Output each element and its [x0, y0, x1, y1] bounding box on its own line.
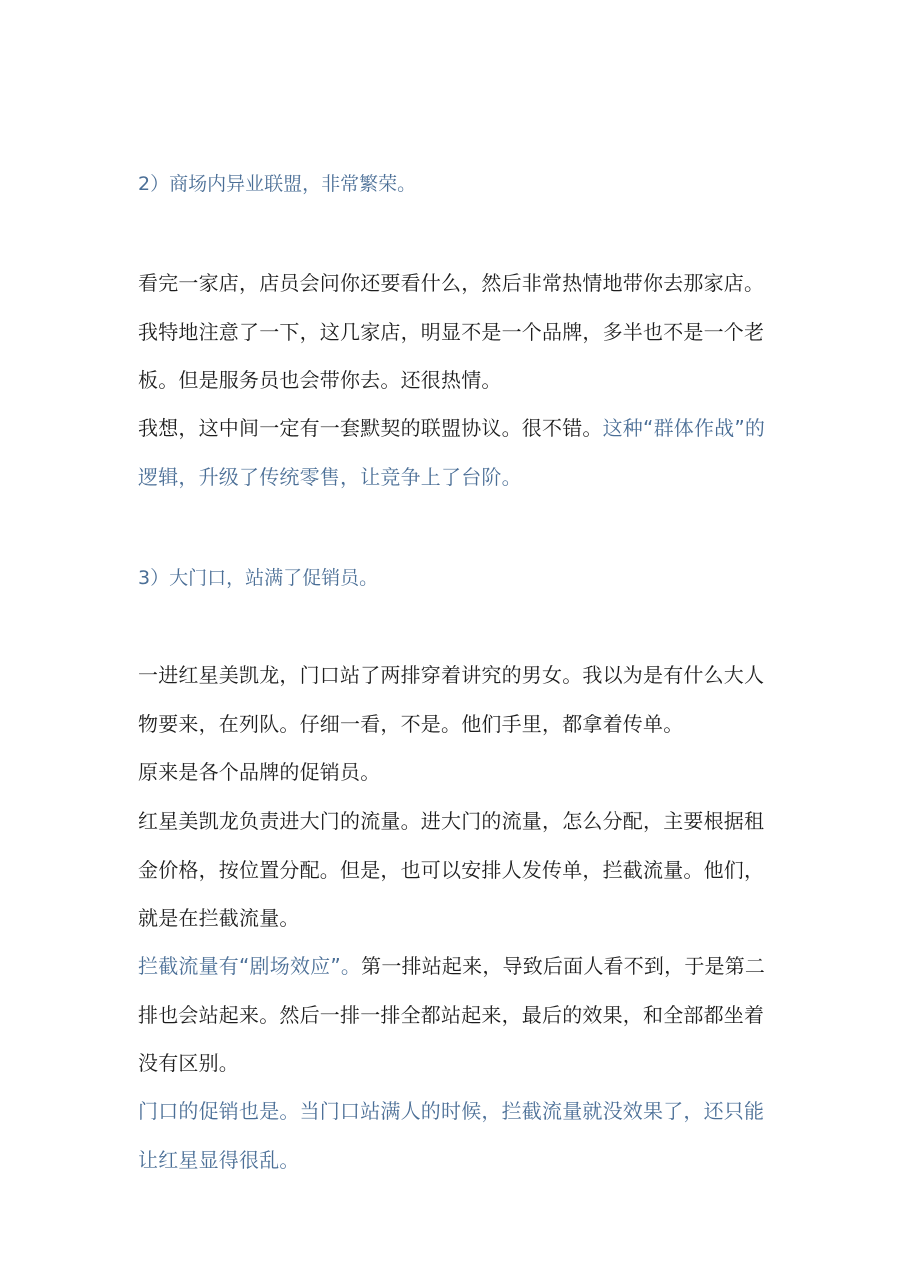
section-2-paragraph-2-text: 我想，这中间一定有一套默契的联盟协议。很不错。 — [138, 416, 603, 440]
section-2-heading: 2）商场内异业联盟，非常繁荣。 — [138, 173, 417, 195]
section-3-paragraph-3: 红星美凯龙负责进大门的流量。进大门的流量，怎么分配，主要根据租金价格，按位置分配。但是，也可以安排人发传单，拦截流量。他们，就是在拦截流量。 — [138, 809, 765, 930]
section-3-highlight-text-1: 拦截流量有“剧场效应”。 — [138, 954, 362, 978]
section-3-paragraph-1: 一进红星美凯龙，门口站了两排穿着讲究的男女。我以为是有什么大人物要来，在列队。仔细一看，不是。他们手里，都拿着传单。 — [138, 663, 765, 736]
section-2-paragraph-1: 看完一家店，店员会问你还要看什么，然后非常热情地带你去那家店。我特地注意了一下，这几家店，明显不是一个品牌，多半也不是一个老板。但是服务员也会带你去。还很热情。 — [138, 271, 765, 392]
section-2-highlight-text: 这种“群体作战”的逻辑，升级了传统零售，让竞争上了台阶。 — [138, 416, 766, 489]
section-3-paragraph-5: 门口的促销也是。当门口站满人的时候，拦截流量就没效果了，还只能让红星显得很乱。 — [138, 1099, 765, 1172]
section-3-heading: 3）大门口，站满了促销员。 — [138, 567, 379, 589]
section-2-paragraph-2 — [138, 404, 778, 501]
section-3-paragraph-4-text: 第一排站起来，导致后面人看不到，于是第二排也会站起来。然后一排一排全都站起来，最后的效果，和全部都坐着没有区别。 — [138, 954, 766, 1075]
section-3-paragraph-2: 原来是各个品牌的促销员。 — [138, 760, 381, 784]
section-3-paragraph-4 — [138, 942, 778, 1088]
